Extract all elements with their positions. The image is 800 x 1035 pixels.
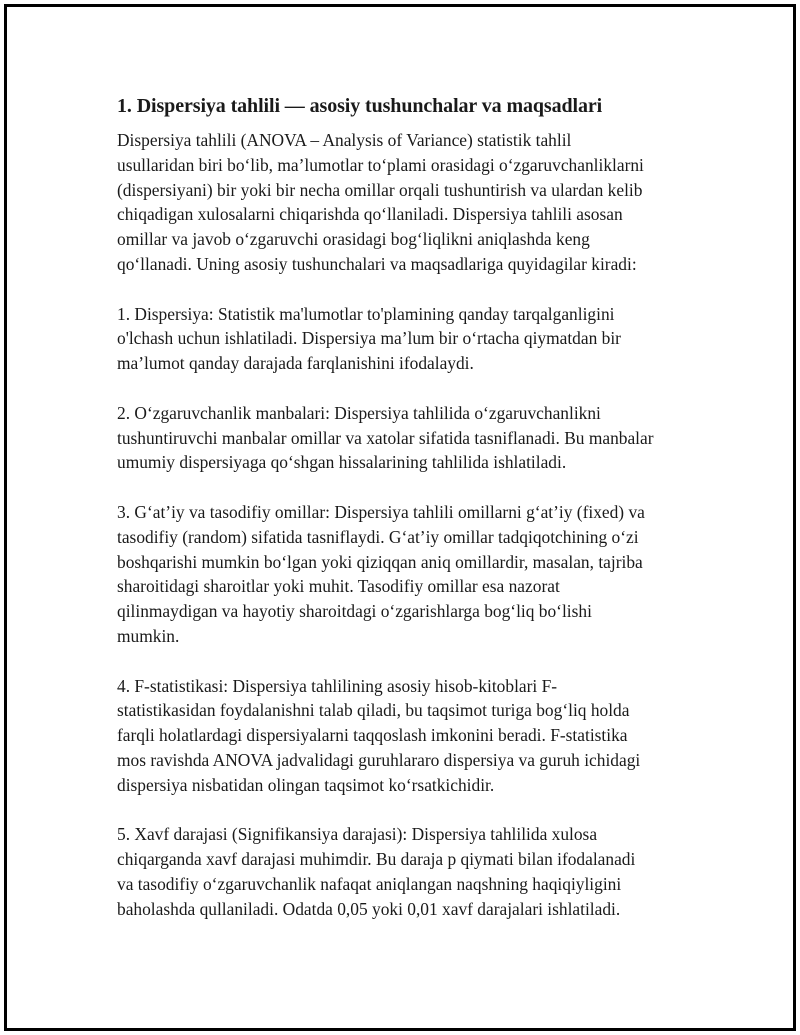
- text-line: ma’lumot qanday darajada farqlanishini ifodalaydi.: [117, 353, 474, 374]
- text-line: mumkin.: [117, 625, 180, 646]
- text-line: 5. Xavf darajasi (Signifikansiya darajasi): Dispersiya tahlilida xulosa: [117, 824, 598, 845]
- text-line: 1. Dispersiya: Statistik ma'lumotlar to'plamining qanday tarqalganligini: [117, 303, 615, 324]
- text-line: chiqarganda xavf darajasi muhimdir. Bu daraja p qiymati bilan ifodalanadi: [117, 849, 636, 870]
- text-line: boshqarishi mumkin bo‘lgan yoki qiziqqan aniq omillardir, masalan, tajriba: [117, 551, 643, 572]
- text-line: statistikasidan foydalanishni talab qiladi, bu taqsimot turiga bog‘liq holda: [117, 700, 630, 721]
- text-line: baholashda qullaniladi. Odatda 0,05 yoki 0,01 xavf darajalari ishlatiladi.: [117, 898, 621, 919]
- text-line: usullaridan biri bo‘lib, ma’lumotlar to‘plami orasidagi o‘zgaruvchanliklarni: [117, 154, 644, 175]
- text-line: Dispersiya tahlili (ANOVA – Analysis of Variance) statistik tahlil: [117, 130, 572, 150]
- text-line: 4. F-statistikasi: Dispersiya tahlilining asosiy hisob-kitoblari F-: [117, 675, 558, 696]
- text-line: sharoitidagi sharoitlar yoki muhit. Tasodifiy omillar esa nazorat: [117, 576, 560, 597]
- text-line: dispersiya nisbatidan olingan taqsimot ko‘rsatkichidir.: [117, 774, 495, 795]
- section-heading: 1. Dispersiya tahlili — asosiy tushunchalar va maqsadlari: [117, 95, 603, 117]
- text-line: tushuntiruvchi manbalar omillar va xatolar sifatida tasniflanadi. Bu manbalar: [117, 427, 654, 448]
- paragraph-dispersiya: [117, 302, 703, 376]
- text-line: o'lchash uchun ishlatiladi. Dispersiya ma’lum bir o‘rtacha qiymatdan bir: [117, 328, 621, 349]
- text-line: mos ravishda ANOVA jadvalidagi guruhlararo dispersiya va guruh ichidagi: [117, 749, 641, 770]
- text-line: chiqadigan xulosalarni chiqarishda qo‘llaniladi. Dispersiya tahlili asosan: [117, 204, 623, 225]
- paragraph-f-statistikasi: [117, 674, 703, 798]
- text-line: 3. G‘at’iy va tasodifiy omillar: Dispersiya tahlili omillarni g‘at’iy (fixed) va: [117, 501, 645, 522]
- text-line: farqli holatlardagi dispersiyalarni taqqoslash imkonini beradi. F-statistika: [117, 725, 628, 746]
- text-line: (dispersiyani) bir yoki bir necha omillar orqali tushuntirish va ulardan kelib: [117, 179, 643, 200]
- text-line: tasodifiy (random) sifatida tasniflaydi. G‘at’iy omillar tadqiqotchining o‘zi: [117, 526, 639, 547]
- paragraph-xavf-darajasi: [117, 822, 703, 921]
- document-content: [117, 92, 703, 946]
- text-line: qilinmaydigan va hayotiy sharoitdagi o‘zgarishlarga bog‘liq bo‘lishi: [117, 601, 592, 622]
- intro-paragraph: [117, 128, 703, 277]
- text-line: umumiy dispersiyaga qo‘shgan hissalarining tahlilida ishlatiladi.: [117, 452, 567, 473]
- text-line: 2. O‘zgaruvchanlik manbalari: Dispersiya tahlilida o‘zgaruvchanlikni: [117, 402, 601, 423]
- text-line: omillar va javob o‘zgaruvchi orasidagi bog‘liqlikni aniqlashda keng: [117, 229, 590, 250]
- text-line: qo‘llanadi. Uning asosiy tushunchalari va maqsadlariga quyidagilar kiradi:: [117, 253, 637, 274]
- paragraph-ozgaruvchanlik-manbalari: [117, 401, 703, 475]
- paragraph-omillar: [117, 500, 703, 649]
- text-line: va tasodifiy o‘zgaruvchanlik nafaqat aniqlangan naqshning haqiqiyligini: [117, 873, 622, 894]
